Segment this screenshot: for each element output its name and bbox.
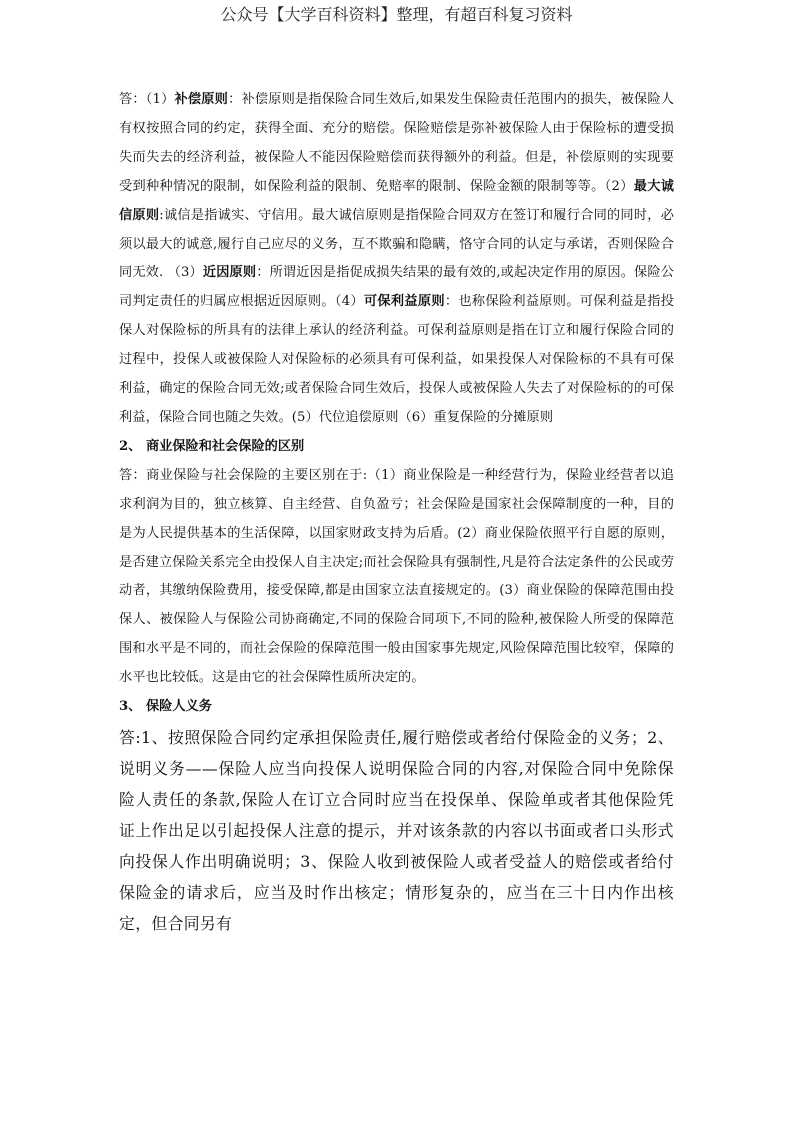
term-proximate-cause: 近因原则 [202, 265, 257, 281]
term-insurable-interest: 可保利益原则 [363, 294, 445, 310]
section-1-paragraph [119, 86, 674, 433]
insurable-interest-text: ：也称保险利益原则。可保利益是指投保人对保险标的所具有的法律上承认的经济利益。可保利益原则是指在订立和履行保险合同的过程中，投保人或被保险人对保险标的必须具有可保利益，如果投保人对保险标的不具有可保利益，确定的保险合同无效;或者保险合同生效后，投保人或被保险人失去了对保险标的的可保利益，保险合同也随之失效。(5）代位追偿原则（6）重复保险的分摊原则 [119, 294, 674, 425]
page-header: 公众号【大学百科资料】整理，有超百科复习资料 [220, 5, 573, 24]
section-2-paragraph: 答：商业保险与社会保险的主要区别在于:（1）商业保险是一种经营行为，保险业经营者以追求利润为目的，独立核算、自主经营、自负盈亏；社会保险是国家社会保障制度的一种，目的是为人民提供基本的生活保障，以国家财政支持为后盾。(2）商业保险依照平行自愿的原则，是否建立保险关系完全由投保人自主决定;而社会保险具有强制性,凡是符合法定条件的公民或劳动者，其缴纳保险费用，接受保障,都是由国家立法直接规定的。(3）商业保险的保障范围由投保人、被保险人与保险公司协商确定,不同的保险合同项下,不同的险种,被保险人所受的保障范围和水平是不同的，而社会保险的保障范围一般由国家事先规定,风险保障范围比较窄，保障的水平也比较低。这是由它的社会保障性质所决定的。 [119, 467, 674, 686]
section-3-paragraph: 答:1、按照保险合同约定承担保险责任,履行赔偿或者给付保险金的义务；2、说明义务——保险人应当向投保人说明保险合同的内容,对保险合同中免除保险人责任的条款,保险人在订立合同时应当在投保单、保险单或者其他保险凭证上作出足以引起投保人注意的提示，并对该条款的内容以书面或者口头形式向投保人作出明确说明；3、保险人收到被保险人或者受益人的赔偿或者给付保险金的请求后，应当及时作出核定；情形复杂的，应当在三十日内作出核定，但合同另有 [119, 727, 674, 933]
utmost-good-faith-text: :诚信是指诚实、守信用。最大诚信原则是指保险合同双方在签订和履行合同的同时，必须以最大的诚意,履行自己应尽的义务，互不欺骗和隐瞒，恪守合同的认定与承诺，否则保险合同无效. （3） [119, 207, 674, 281]
answer-prefix: 答：（1） [119, 92, 175, 107]
document-body [119, 86, 674, 939]
proximate-cause-text: ：所谓近因是指促成损失结果的最有效的,或起决定作用的原因。保险公司判定责任的归属应根据近因原则。（4） [119, 265, 675, 310]
compensation-principle-text: ：补偿原则是指保险合同生效后,如果发生保险责任范围内的损失，被保险人有权按照合同的约定，获得全面、充分的赔偿。保险赔偿是弥补被保险人由于保险标的遭受损失而失去的经济利益，被保险人不能因保险赔偿而获得额外的利益。但是，补偿原则的实现要受到种种情况的限制，如保险利益的限制、免赔率的限制、保险金额的限制等等。（2） [119, 92, 675, 194]
term-utmost-good-faith: 最大诚信原则 [119, 178, 674, 223]
section-3-heading: 3、 保险人义务 [119, 699, 212, 715]
section-2-heading: 2、 商业保险和社会保险的区别 [119, 438, 305, 454]
term-compensation-principle: 补偿原则 [174, 92, 229, 107]
